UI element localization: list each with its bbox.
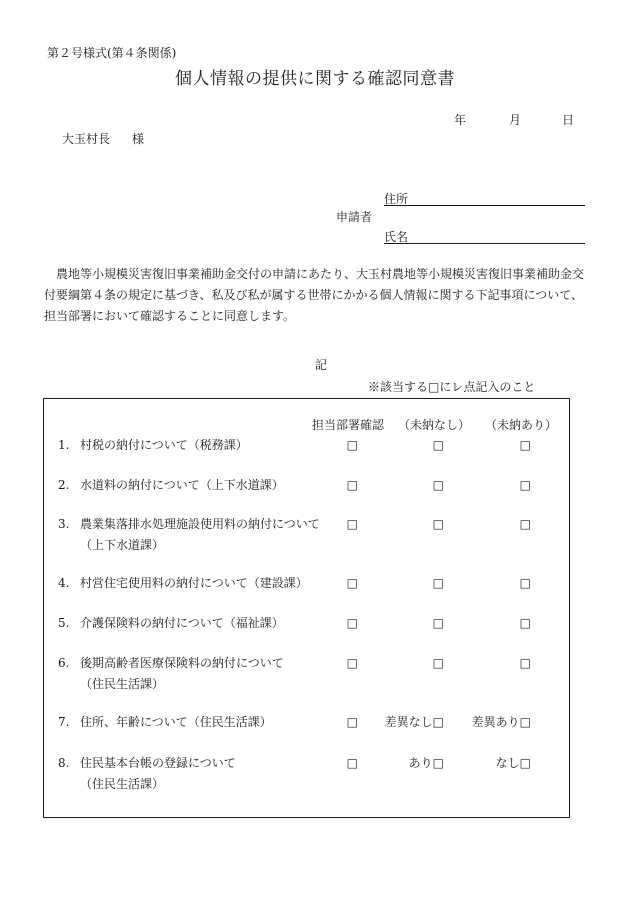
option-3-checkbox[interactable]: □ (519, 478, 531, 492)
item-number: 6. (58, 656, 70, 670)
name-underline (384, 243, 585, 244)
item-row (58, 753, 558, 795)
consent-body: 農地等小規模災害復旧事業補助金交付の申請にあたり、大玉村農地等小規模災害復旧事業補助金交付要綱第４条の規定に基づき、私及び私が属する世帯にかかる個人情報に関する下記事項について、担当部署において確認することに同意します。 (44, 267, 585, 323)
item-label: 水道料の納付について（上下水道課） (80, 478, 284, 492)
item-row (58, 613, 558, 634)
item-label: 住所、年齢について（住民生活課） (80, 715, 272, 729)
item-label: （住民生活課） (80, 777, 165, 791)
confirm-checkbox[interactable]: □ (346, 576, 358, 590)
option-2-checkbox[interactable]: □ (432, 438, 444, 452)
address-label: 住所 (384, 192, 409, 206)
col-confirm: 担当部署確認 (312, 418, 385, 432)
item-label: 村税の納付について（税務課） (80, 438, 248, 452)
item-row (58, 573, 558, 594)
item-number: 2. (58, 478, 70, 492)
item-number: 4. (58, 576, 70, 590)
item-label: 村営住宅使用料の納付について（建設課） (80, 576, 308, 590)
form-number: 第２号様式(第４条関係) (47, 46, 177, 60)
confirm-checkbox[interactable]: □ (346, 478, 358, 492)
option-3-checkbox[interactable]: 差異あり□ (471, 715, 531, 729)
item-label: 介護保険料の納付について（福祉課） (80, 616, 284, 630)
option-2-checkbox[interactable]: あり□ (408, 756, 444, 770)
applicant-label: 申請者 (336, 210, 373, 224)
date-year-label: 年 (454, 113, 467, 127)
name-label: 氏名 (384, 230, 409, 244)
col-unpaid-none: （未納なし） (398, 418, 471, 432)
item-row (58, 514, 558, 556)
option-3-checkbox[interactable]: □ (519, 576, 531, 590)
document-title: 個人情報の提供に関する確認同意書 (175, 69, 455, 89)
confirm-checkbox[interactable]: □ (346, 616, 358, 630)
item-row (58, 653, 558, 695)
address-underline (384, 205, 585, 206)
addressee-honorific: 様 (132, 132, 145, 146)
date-day-label: 日 (562, 113, 575, 127)
item-number: 5. (58, 616, 70, 630)
item-number: 8. (58, 756, 70, 770)
addressee-name: 大玉村長 (62, 132, 111, 146)
addressee (62, 130, 144, 147)
ki-heading: 記 (314, 358, 327, 372)
confirm-checkbox[interactable]: □ (346, 756, 358, 770)
option-3-checkbox[interactable]: □ (519, 517, 531, 531)
confirm-checkbox[interactable]: □ (346, 656, 358, 670)
col-unpaid-exists: （未納あり） (485, 418, 558, 432)
confirm-checkbox[interactable]: □ (346, 438, 358, 452)
option-2-checkbox[interactable]: □ (432, 576, 444, 590)
item-label: （住民生活課） (80, 677, 165, 691)
option-3-checkbox[interactable]: □ (519, 656, 531, 670)
item-number: 7. (58, 715, 70, 729)
confirm-checkbox[interactable]: □ (346, 715, 358, 729)
check-note: ※該当する□にレ点記入のこと (368, 380, 536, 394)
confirm-checkbox[interactable]: □ (346, 517, 358, 531)
item-row (58, 475, 558, 496)
option-2-checkbox[interactable]: □ (432, 517, 444, 531)
item-label: （上下水道課） (80, 538, 165, 552)
option-2-checkbox[interactable]: 差異なし□ (384, 715, 444, 729)
date-month-label: 月 (509, 113, 522, 127)
option-3-checkbox[interactable]: □ (519, 616, 531, 630)
option-3-checkbox[interactable]: なし□ (495, 756, 531, 770)
item-number: 1. (58, 438, 70, 452)
item-label: 後期高齢者医療保険料の納付について (80, 656, 284, 670)
item-label: 農業集落排水処理施設使用料の納付について (80, 517, 320, 531)
option-2-checkbox[interactable]: □ (432, 656, 444, 670)
option-3-checkbox[interactable]: □ (519, 438, 531, 452)
option-2-checkbox[interactable]: □ (432, 478, 444, 492)
option-2-checkbox[interactable]: □ (432, 616, 444, 630)
item-number: 3. (58, 517, 70, 531)
item-row (58, 435, 558, 456)
item-label: 住民基本台帳の登録について (80, 756, 236, 770)
